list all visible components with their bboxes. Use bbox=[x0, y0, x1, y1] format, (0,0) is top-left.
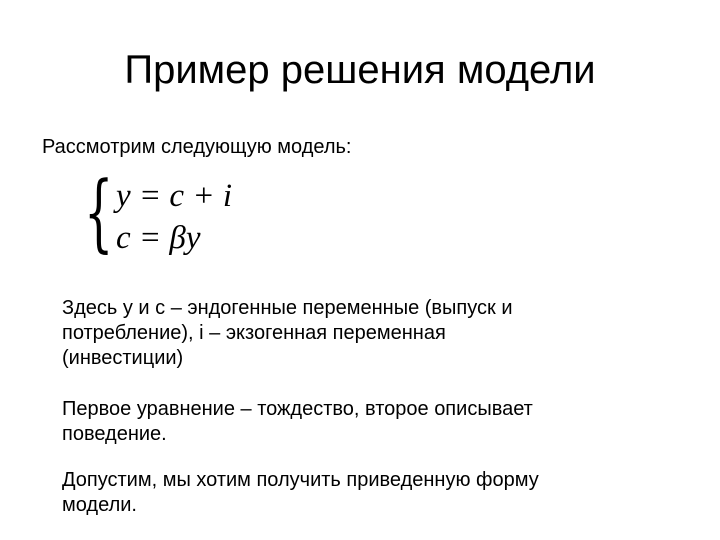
equation-2: c = βy bbox=[116, 220, 201, 256]
equation-system bbox=[84, 163, 344, 262]
equation-1: y = c + i bbox=[116, 178, 232, 214]
slide-title: Пример решения модели bbox=[124, 48, 596, 92]
paragraph-variables: Здесь y и c – эндогенные переменные (выпуск и потребление), i – экзогенная переменная (инвестиции) bbox=[62, 297, 513, 369]
paragraph-equations: Первое уравнение – тождество, второе описывает поведение. bbox=[62, 398, 533, 445]
intro-text: Рассмотрим следующую модель: bbox=[42, 136, 352, 158]
paragraph-reduced-form: Допустим, мы хотим получить приведенную форму модели. bbox=[62, 469, 539, 516]
left-brace: { bbox=[84, 163, 114, 261]
